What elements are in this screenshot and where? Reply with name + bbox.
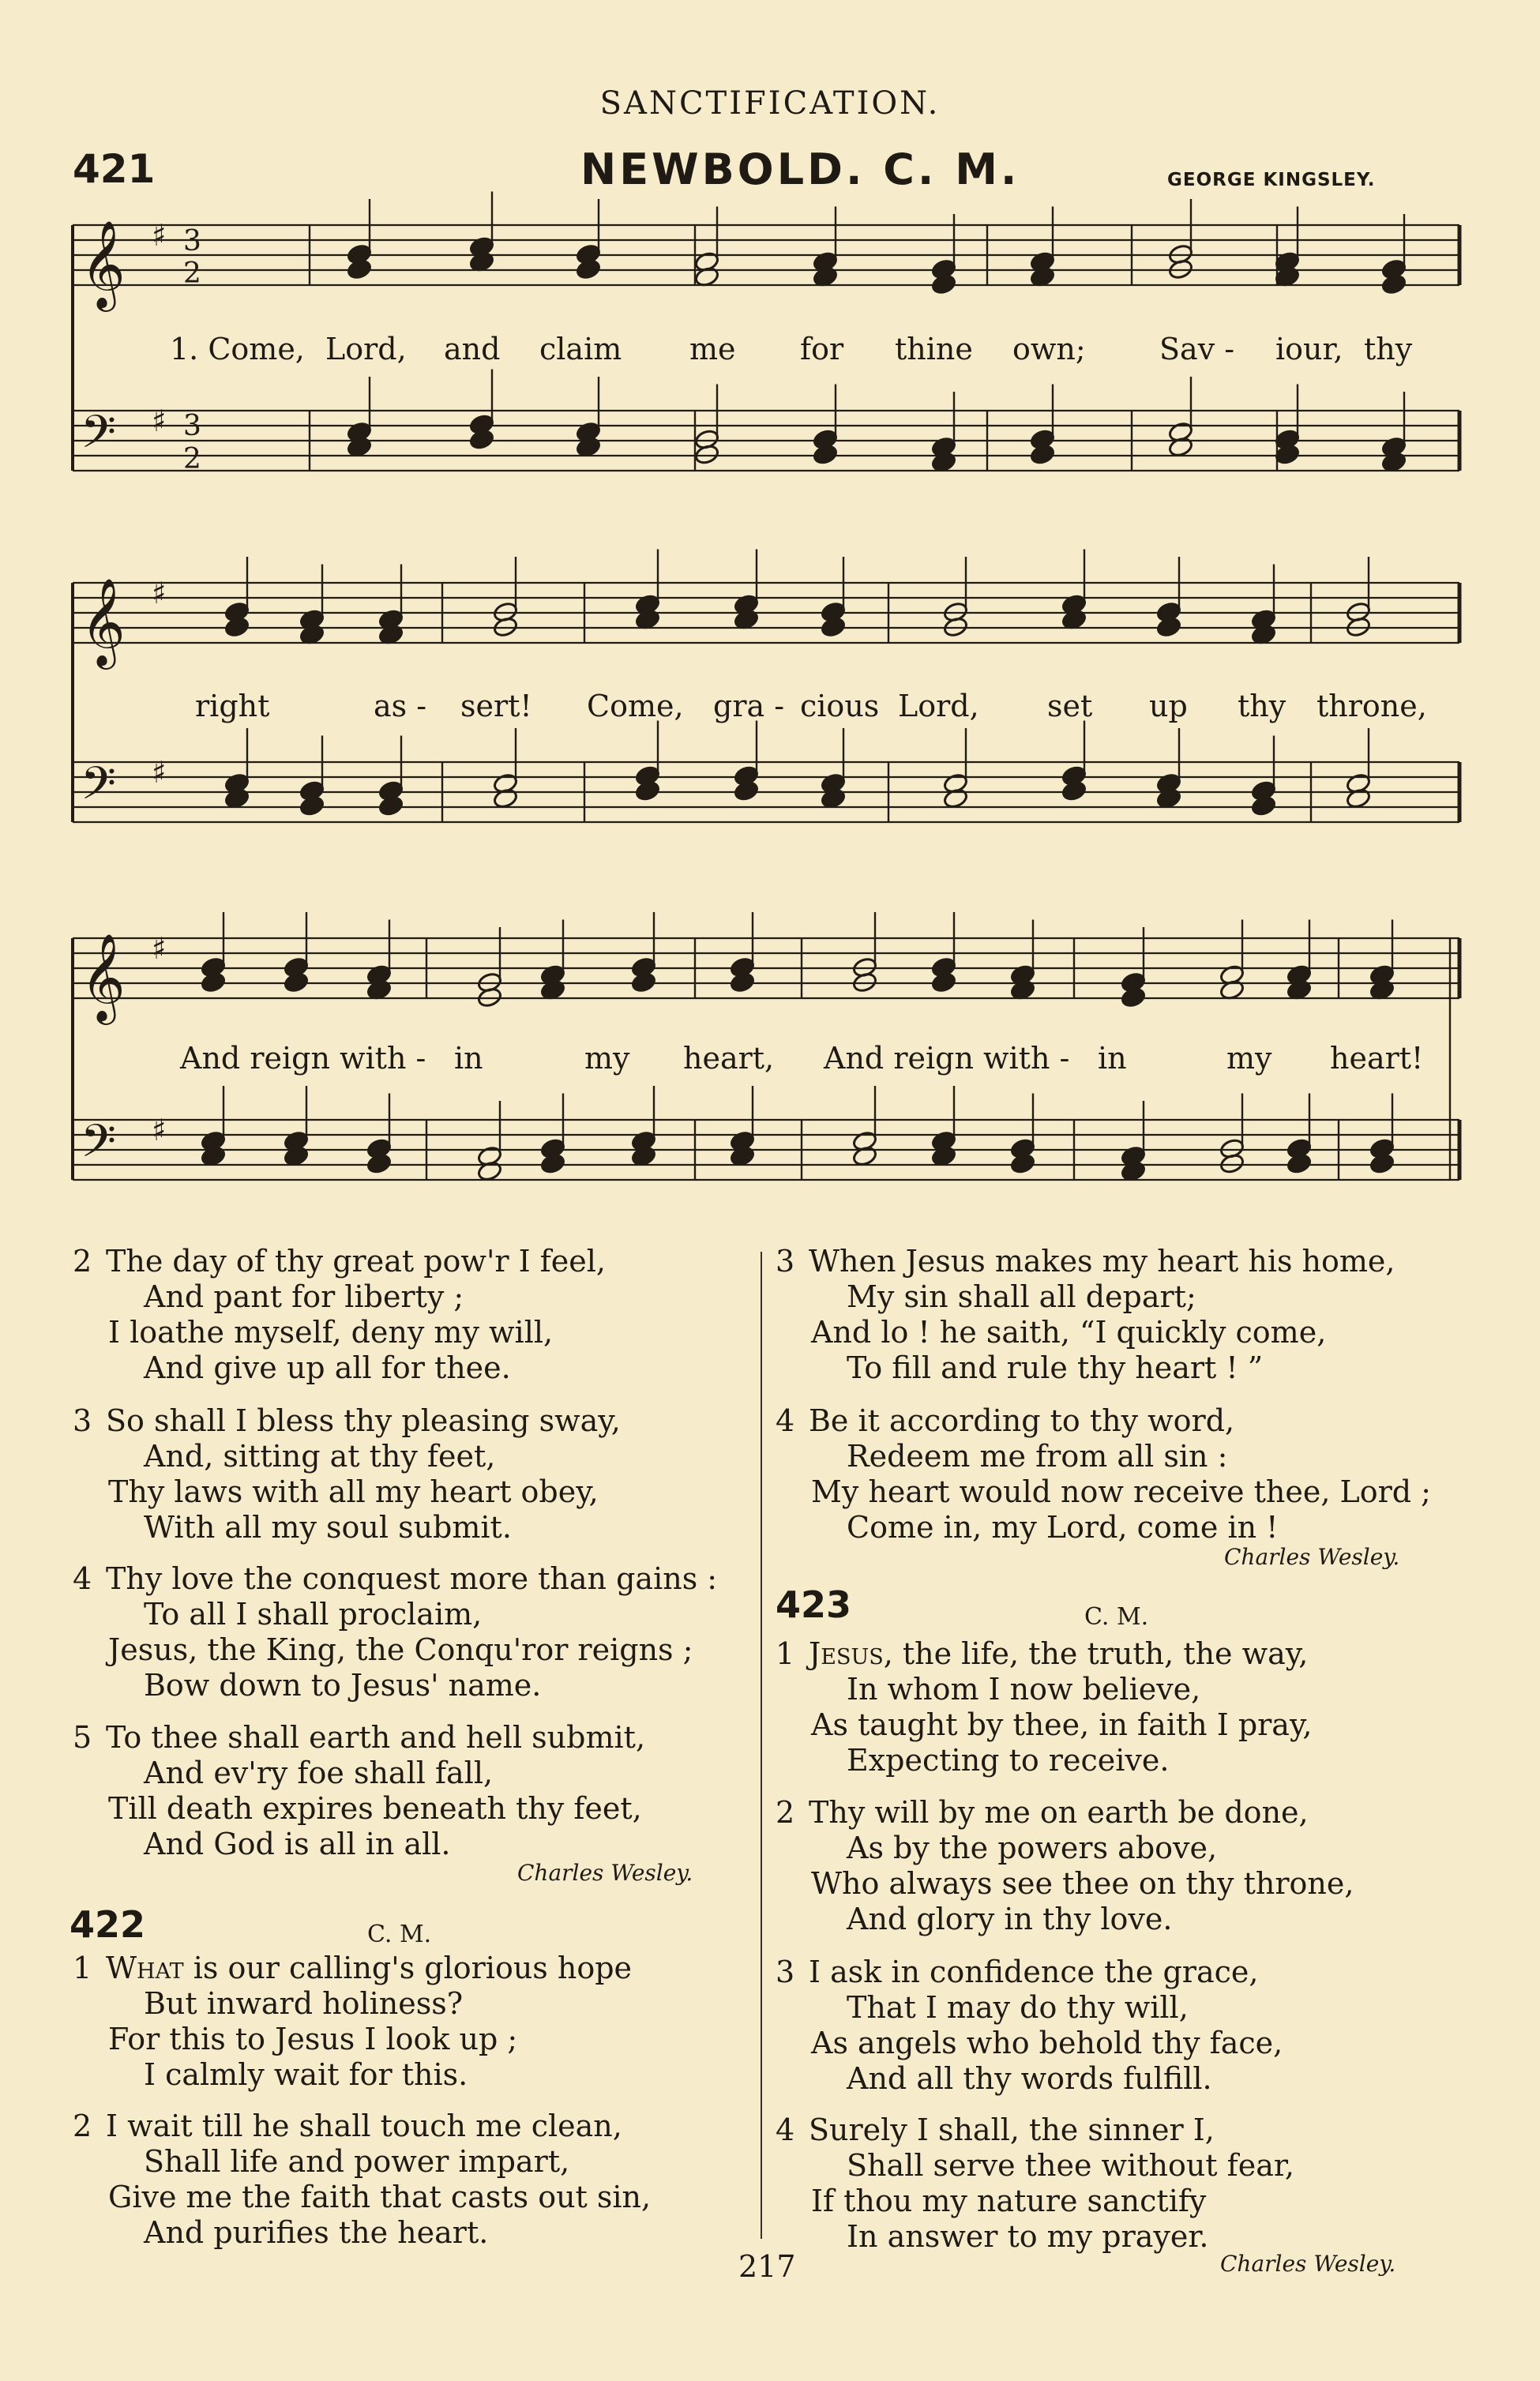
time-signature-top: 3 [183, 225, 201, 257]
hymn-number-421: 421 [73, 146, 156, 192]
tune-title: NEWBOLD. C. M. [580, 145, 1020, 194]
lyric: cious [800, 689, 880, 723]
sharp-sign: ♯ [152, 218, 167, 253]
lyric: Sav - [1159, 332, 1235, 366]
lyric: me [689, 332, 736, 366]
verse-422-4: 4 Be it according to thy word, Redeem me from all sin : My heart would now receive thee, Lord ; Come in, my Lord, come in ! [776, 1403, 1431, 1545]
lyric: thy [1238, 689, 1286, 723]
lyric: and [444, 332, 501, 366]
verse-422-1: 1 What is our calling's glorious hope But inward holiness? For this to Jesus I look up ; I calmly wait for this. [73, 1951, 633, 2092]
bass-clef: 𝄢 [81, 405, 117, 470]
verse-423-2: 2 Thy will by me on earth be done, As by the powers above, Who always see thee on thy throne, And glory in thy love. [776, 1795, 1354, 1936]
lyric: Come, [587, 689, 684, 723]
author-423: Charles Wesley. [1220, 2251, 1396, 2277]
bass-clef: 𝄢 [81, 1114, 117, 1179]
verse-422-3: 3 When Jesus makes my heart his home, My sin shall all depart; And lo ! he saith, “I quickly come, To fill and rule thy heart ! ” [776, 1244, 1395, 1385]
lyric: throne, [1317, 689, 1427, 723]
lyric: sert! [460, 689, 532, 723]
hymn-number-422: 422 [69, 1903, 146, 1946]
verse-421-2: 2 The day of thy great pow'r I feel, And pant for liberty ; I loathe myself, deny my will, And give up all for thee. [73, 1244, 606, 1385]
lyric: set [1047, 689, 1093, 723]
treble-clef: 𝄞 [81, 933, 126, 1021]
lyric: gra - [713, 689, 785, 723]
sharp-sign: ♯ [152, 755, 167, 790]
time-signature-bottom: 2 [183, 257, 201, 290]
lyric: thy [1364, 332, 1413, 366]
lyric: And reign with - [824, 1041, 1070, 1076]
meter-422: C. M. [367, 1921, 432, 1948]
lyric: own; [1012, 332, 1086, 366]
lyric: up [1149, 689, 1188, 723]
lyric: my [584, 1041, 630, 1076]
author-422: Charles Wesley. [1224, 1544, 1400, 1570]
bass-clef: 𝄢 [81, 757, 117, 821]
time-signature-top: 3 [183, 410, 201, 442]
composer-name: GEORGE KINGSLEY. [1167, 170, 1376, 190]
lyric: thine [895, 332, 973, 366]
lyric: heart! [1330, 1041, 1424, 1076]
lyric: my [1226, 1041, 1272, 1076]
sharp-sign: ♯ [152, 576, 167, 610]
column-divider [761, 1252, 762, 2239]
lyric: as - [374, 689, 427, 723]
verse-421-4: 4 Thy love the conquest more than gains : To all I shall proclaim, Jesus, the King, the Conqu'ror reigns ; Bow down to Jesus' name. [73, 1561, 718, 1703]
lyric: claim [539, 332, 622, 366]
verse-422-2: 2 I wait till he shall touch me clean, Shall life and power impart, Give me the faith that casts out sin, And purifies the heart. [73, 2109, 652, 2250]
verse-421-3: 3 So shall I bless thy pleasing sway, And, sitting at thy feet, Thy laws with all my heart obey, With all my soul submit. [73, 1403, 621, 1545]
lyric: iour, [1275, 332, 1343, 366]
time-signature-bottom: 2 [183, 443, 201, 475]
verse-423-1: 1 Jesus, the life, the truth, the way, In whom I now believe, As taught by thee, in faith I pray, Expecting to receive. [776, 1636, 1313, 1778]
meter-423: C. M. [1084, 1603, 1149, 1631]
sharp-sign: ♯ [152, 404, 167, 438]
section-heading: SANCTIFICATION. [599, 85, 941, 122]
lyric: And reign with - [180, 1041, 426, 1076]
verse-421-5: 5 To thee shall earth and hell submit, And ev'ry foe shall fall, Till death expires beneath thy feet, And God is all in all. [73, 1720, 646, 1861]
treble-clef: 𝄞 [81, 220, 126, 308]
hymn-number-423: 423 [776, 1583, 852, 1626]
lyric: heart, [683, 1041, 775, 1076]
treble-clef: 𝄞 [81, 577, 126, 666]
lyric: right [195, 689, 270, 723]
sharp-sign: ♯ [152, 931, 167, 966]
lyric: for [800, 332, 844, 366]
sharp-sign: ♯ [152, 1113, 167, 1147]
author-421: Charles Wesley. [517, 1860, 693, 1886]
lyric: 1. Come, [170, 332, 305, 366]
lyric: in [1098, 1041, 1127, 1076]
verse-423-3: 3 I ask in confidence the grace, That I may do thy will, As angels who behold thy face, And all thy words fulfill. [776, 1955, 1283, 2096]
page-number: 217 [738, 2249, 796, 2284]
verse-423-4: 4 Surely I shall, the sinner I, Shall serve thee without fear, If thou my nature sanctify In answer to my prayer. [776, 2112, 1294, 2254]
lyric: Lord, [898, 689, 979, 723]
lyric: in [454, 1041, 483, 1076]
lyric: Lord, [325, 332, 407, 366]
